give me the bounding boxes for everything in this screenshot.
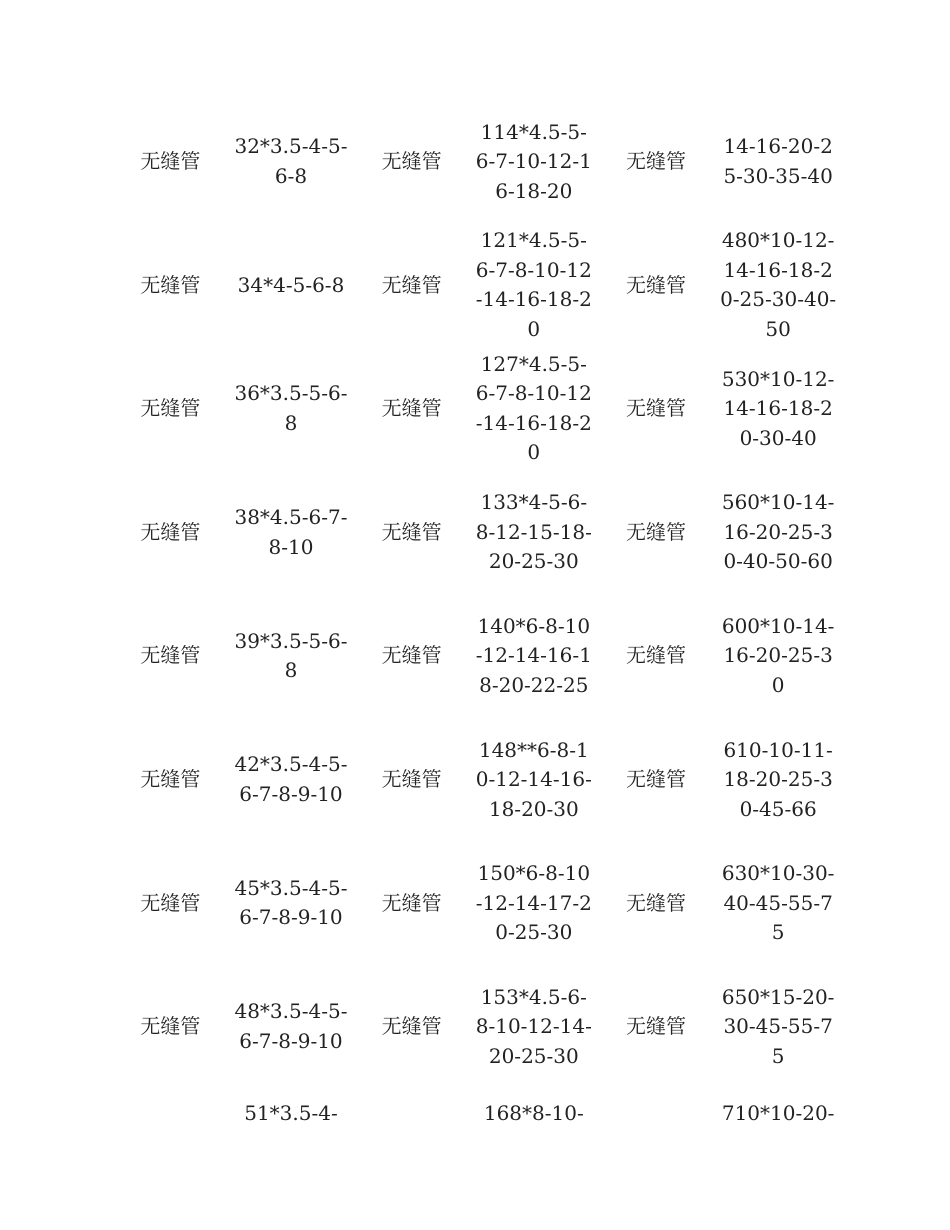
spec-cell: 480*10-12-14-16-18-20-25-30-40-50 — [720, 228, 837, 341]
product-name-cell: 无缝管 — [625, 890, 686, 915]
spec-cell: 150*6-8-10-12-14-17-20-25-30 — [475, 861, 592, 945]
spec-cell: 48*3.5-4-5-6-7-8-9-10 — [234, 999, 348, 1053]
product-name-cell-empty — [596, 1089, 717, 1149]
product-name-cell: 无缝管 — [140, 1014, 201, 1039]
spec-cell: 114*4.5-5-6-7-10-12-16-18-20 — [475, 119, 592, 203]
spec-cell: 38*4.5-6-7-8-10 — [234, 505, 348, 559]
table-row — [110, 718, 840, 842]
product-name-cell-empty — [351, 1089, 472, 1149]
product-name-cell: 无缝管 — [140, 890, 201, 915]
spec-cell: 45*3.5-4-5-6-7-8-9-10 — [234, 875, 348, 930]
product-name-cell: 无缝管 — [381, 149, 442, 174]
spec-cell: 39*3.5-5-6-8 — [234, 628, 348, 683]
product-name-cell: 无缝管 — [625, 1014, 686, 1039]
product-name-cell: 无缝管 — [140, 767, 201, 792]
product-name-cell: 无缝管 — [625, 272, 686, 297]
spec-cell: 32*3.5-4-5-6-8 — [234, 134, 348, 188]
spec-cell: 148**6-8-10-12-14-16-18-20-30 — [475, 737, 592, 821]
product-name-cell-empty — [110, 1089, 231, 1149]
product-name-cell: 无缝管 — [140, 519, 201, 544]
product-name-cell: 无缝管 — [625, 149, 686, 174]
spec-cell: 133*4-5-6-8-12-15-18-20-25-30 — [475, 490, 592, 574]
spec-cell: 42*3.5-4-5-6-7-8-9-10 — [234, 752, 348, 806]
product-name-cell: 无缝管 — [625, 767, 686, 792]
spec-cell: 127*4.5-5-6-7-8-10-12-14-16-18-20 — [475, 351, 592, 465]
table-row — [110, 965, 840, 1089]
table-row — [110, 347, 840, 471]
product-name-cell: 无缝管 — [140, 396, 201, 421]
spec-cell: 168*8-10- — [483, 1100, 584, 1125]
product-name-cell: 无缝管 — [381, 643, 442, 668]
table-row — [110, 224, 840, 348]
product-name-cell: 无缝管 — [140, 149, 201, 174]
product-name-cell: 无缝管 — [381, 1014, 442, 1039]
spec-cell: 140*6-8-10-12-14-16-18-20-22-25 — [475, 613, 592, 697]
product-name-cell: 无缝管 — [381, 890, 442, 915]
product-name-cell: 无缝管 — [140, 272, 201, 297]
spec-cell: 51*3.5-4- — [244, 1100, 338, 1125]
spec-cell: 650*15-20-30-45-55-75 — [721, 984, 835, 1068]
product-name-cell: 无缝管 — [625, 396, 686, 421]
spec-cell: 530*10-12-14-16-18-20-30-40 — [721, 366, 835, 450]
table-row — [110, 100, 840, 224]
spec-cell: 153*4.5-6-8-10-12-14-20-25-30 — [475, 984, 592, 1068]
table-row-partial — [110, 1089, 840, 1149]
pipe-spec-table — [110, 100, 840, 1149]
table-row — [110, 594, 840, 718]
product-name-cell: 无缝管 — [381, 519, 442, 544]
spec-cell: 710*10-20- — [721, 1100, 835, 1125]
spec-cell: 600*10-14-16-20-25-30 — [721, 613, 835, 697]
spec-cell: 560*10-14-16-20-25-30-40-50-60 — [721, 490, 835, 574]
table-row — [110, 842, 840, 966]
table-row — [110, 471, 840, 595]
product-name-cell: 无缝管 — [381, 767, 442, 792]
spec-cell: 121*4.5-5-6-7-8-10-12-14-16-18-20 — [475, 228, 592, 341]
product-name-cell: 无缝管 — [381, 272, 442, 297]
spec-cell: 36*3.5-5-6-8 — [234, 381, 348, 435]
spec-cell: 14-16-20-25-30-35-40 — [723, 134, 833, 188]
product-name-cell: 无缝管 — [625, 643, 686, 668]
spec-cell: 630*10-30-40-45-55-75 — [721, 861, 835, 945]
product-name-cell: 无缝管 — [140, 643, 201, 668]
spec-cell: 610-10-11-18-20-25-30-45-66 — [723, 737, 833, 821]
product-name-cell: 无缝管 — [381, 396, 442, 421]
spec-cell: 34*4-5-6-8 — [237, 272, 345, 297]
product-name-cell: 无缝管 — [625, 519, 686, 544]
